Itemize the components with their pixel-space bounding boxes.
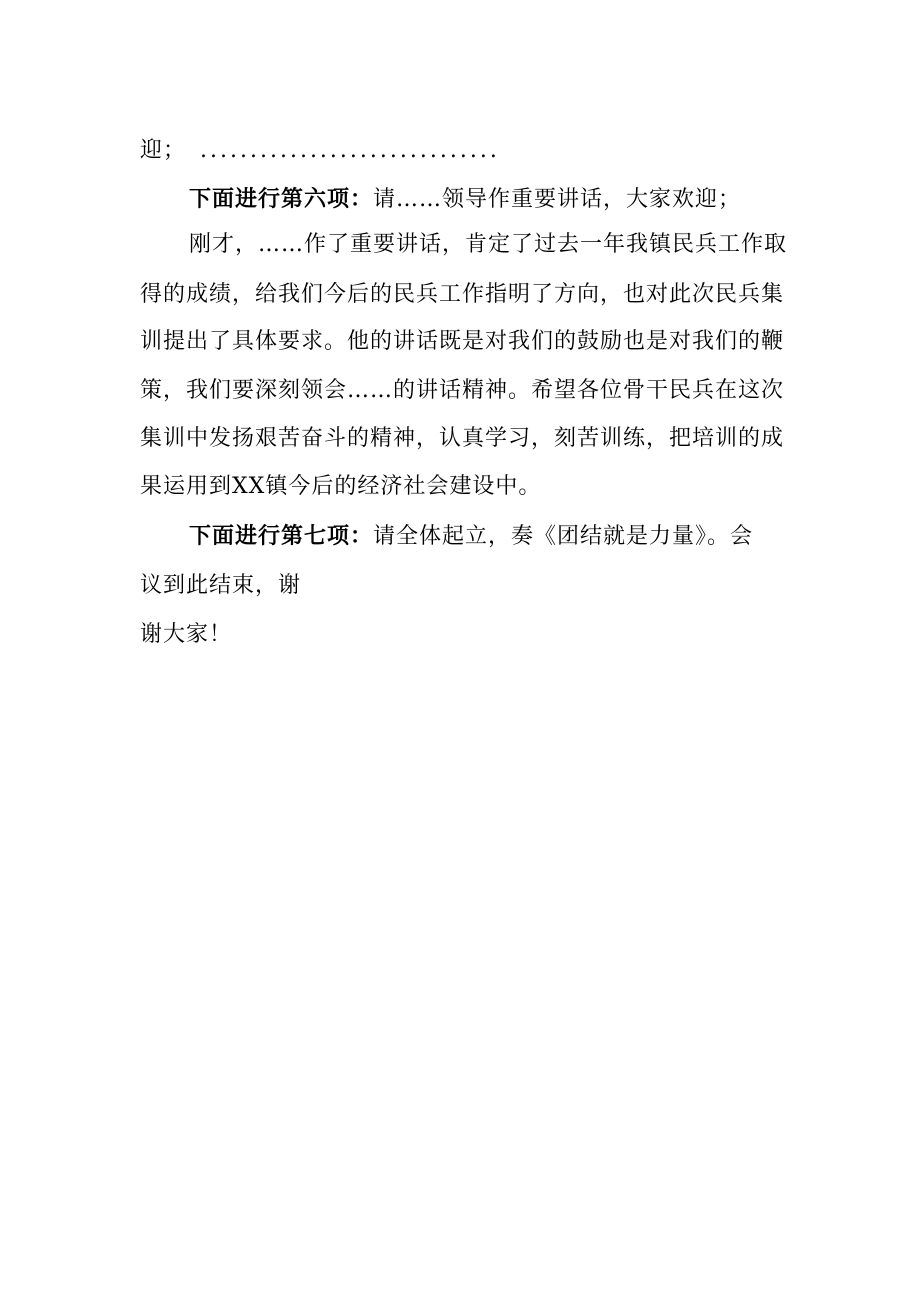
closing-line: 议到此结束，谢	[140, 573, 302, 598]
paragraph-line: 刚才，……作了重要讲话，肯定了过去一年我镇民兵工作取	[189, 232, 788, 257]
item-7-text: 请全体起立，奏《团结就是力量》。会	[373, 524, 754, 549]
paragraph-line: 训提出了具体要求。他的讲话既是对我们的鼓励也是对我们的鞭	[140, 329, 785, 354]
item-7-paragraph	[189, 521, 753, 552]
paragraph-line: 果运用到XX镇今后的经济社会建设中。	[140, 474, 542, 499]
continuation-text: 迎；	[140, 138, 187, 163]
paragraph-line: 得的成绩，给我们今后的民兵工作指明了方向，也对此次民兵集	[140, 282, 785, 307]
item-7-heading: 下面进行第七项：	[189, 523, 374, 549]
closing-line: 谢大家！	[140, 622, 233, 647]
item-6-paragraph	[189, 184, 741, 215]
item-6-text: 请……领导作重要讲话，大家欢迎；	[373, 187, 742, 212]
continuation-line	[140, 136, 500, 166]
item-6-heading: 下面进行第六项：	[189, 186, 374, 212]
dotted-leader: ..............................	[200, 138, 500, 163]
paragraph-line: 策，我们要深刻领会……的讲话精神。希望各位骨干民兵在这次	[140, 378, 785, 403]
paragraph-line: 集训中发扬艰苦奋斗的精神，认真学习，刻苦训练，把培训的成	[140, 426, 785, 451]
